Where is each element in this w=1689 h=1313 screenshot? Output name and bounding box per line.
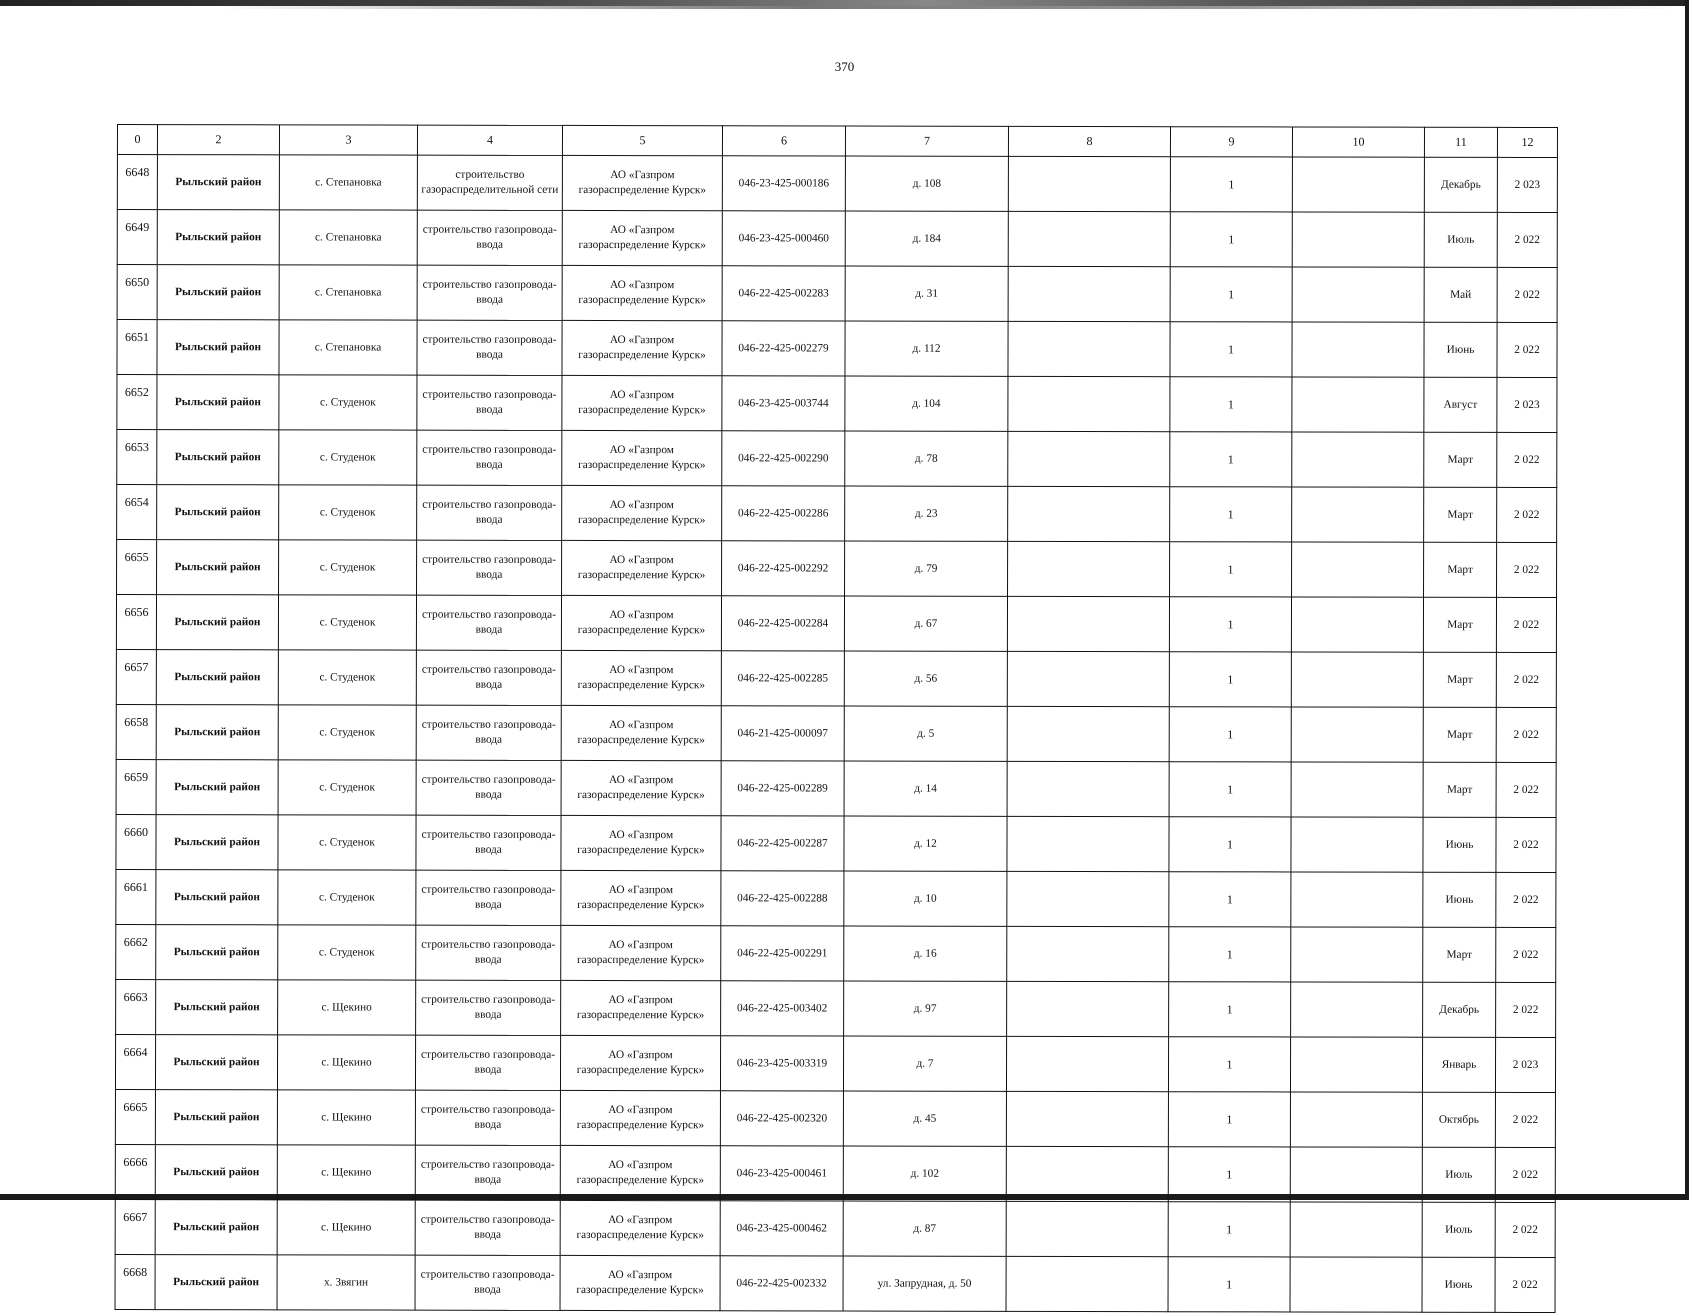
column-8-cell	[1006, 1036, 1168, 1091]
quantity-cell: 1	[1170, 542, 1292, 597]
registration-number-cell: 046-22-425-002289	[721, 761, 844, 816]
quantity-cell: 1	[1168, 1257, 1290, 1312]
year-cell: 2 022	[1497, 267, 1557, 322]
work-type-cell: строительство газопровода-ввода	[417, 540, 562, 595]
row-number-cell: 6665	[115, 1089, 155, 1144]
month-cell: Январь	[1422, 1037, 1495, 1092]
column-10-cell	[1290, 1147, 1422, 1202]
address-cell: д. 7	[843, 1036, 1006, 1091]
column-8-cell	[1007, 706, 1169, 761]
year-cell: 2 023	[1497, 377, 1557, 432]
address-cell: д. 45	[843, 1091, 1006, 1146]
quantity-cell: 1	[1169, 817, 1291, 872]
registration-number-cell: 046-22-425-002292	[722, 541, 845, 596]
settlement-cell: с. Студенок	[278, 705, 416, 760]
address-cell: д. 78	[845, 431, 1008, 486]
column-10-cell	[1290, 1257, 1422, 1312]
settlement-cell: с. Степановка	[279, 210, 417, 265]
address-cell: д. 5	[844, 706, 1007, 761]
column-8-cell	[1008, 211, 1170, 266]
organization-cell: АО «Газпром газораспределение Курск»	[562, 375, 722, 430]
organization-cell: АО «Газпром газораспределение Курск»	[561, 650, 721, 705]
table-row	[116, 649, 1556, 707]
scan-border-top-shadow	[220, 6, 1680, 9]
settlement-cell: с. Студенок	[279, 375, 417, 430]
column-header: 11	[1424, 127, 1497, 157]
quantity-cell: 1	[1169, 762, 1291, 817]
organization-cell: АО «Газпром газораспределение Курск»	[560, 1090, 720, 1145]
district-cell: Рыльский район	[157, 430, 279, 485]
registration-number-cell: 046-23-425-003744	[722, 376, 845, 431]
table-row	[117, 265, 1557, 323]
column-10-cell	[1291, 817, 1423, 872]
column-10-cell	[1291, 707, 1423, 762]
column-8-cell	[1006, 1201, 1168, 1256]
row-number-cell: 6653	[117, 430, 157, 485]
address-cell: д. 97	[844, 981, 1007, 1036]
registration-number-cell: 046-22-425-002285	[721, 651, 844, 706]
column-8-cell	[1006, 1256, 1168, 1311]
table-row	[116, 759, 1556, 817]
organization-cell: АО «Газпром газораспределение Курск»	[561, 760, 721, 815]
column-header: 12	[1497, 127, 1557, 157]
registration-number-cell: 046-22-425-002320	[720, 1091, 843, 1146]
month-cell: Август	[1424, 377, 1497, 432]
table-row	[117, 155, 1557, 213]
work-type-cell: строительство газопровода-ввода	[416, 705, 561, 760]
work-type-cell: строительство газопровода-ввода	[416, 760, 561, 815]
row-number-cell: 6658	[116, 704, 156, 759]
address-cell: д. 79	[845, 541, 1008, 596]
table-row	[116, 704, 1556, 762]
column-8-cell	[1008, 321, 1170, 376]
registration-number-cell: 046-22-425-002284	[721, 596, 844, 651]
quantity-cell: 1	[1170, 487, 1292, 542]
month-cell: Июль	[1422, 1202, 1495, 1257]
row-number-cell: 6655	[117, 540, 157, 595]
registration-number-cell: 046-22-425-002332	[720, 1256, 843, 1311]
organization-cell: АО «Газпром газораспределение Курск»	[561, 595, 721, 650]
organization-cell: АО «Газпром газораспределение Курск»	[562, 155, 722, 210]
district-cell: Рыльский район	[157, 485, 279, 540]
month-cell: Март	[1423, 762, 1496, 817]
year-cell: 2 022	[1495, 1202, 1555, 1257]
settlement-cell: с. Щекино	[277, 1035, 415, 1090]
year-cell: 2 022	[1496, 982, 1556, 1037]
quantity-cell: 1	[1170, 157, 1292, 212]
column-10-cell	[1292, 432, 1424, 487]
work-type-cell: строительство газопровода-ввода	[416, 815, 561, 870]
month-cell: Июль	[1422, 1147, 1495, 1202]
settlement-cell: с. Студенок	[278, 650, 416, 705]
table-row	[116, 869, 1556, 927]
year-cell: 2 022	[1496, 707, 1556, 762]
year-cell: 2 022	[1495, 1147, 1555, 1202]
address-cell: д. 16	[844, 926, 1007, 981]
table-header-row	[117, 125, 1557, 158]
column-8-cell	[1007, 981, 1169, 1036]
quantity-cell: 1	[1170, 212, 1292, 267]
organization-cell: АО «Газпром газораспределение Курск»	[561, 870, 721, 925]
column-header: 2	[157, 125, 279, 155]
year-cell: 2 022	[1496, 762, 1556, 817]
organization-cell: АО «Газпром газораспределение Курск»	[562, 320, 722, 375]
table-row	[115, 1089, 1555, 1147]
quantity-cell: 1	[1170, 377, 1292, 432]
work-type-cell: строительство газопровода-ввода	[416, 870, 561, 925]
quantity-cell: 1	[1168, 1202, 1290, 1257]
month-cell: Декабрь	[1424, 157, 1497, 212]
month-cell: Июнь	[1423, 872, 1496, 927]
organization-cell: АО «Газпром газораспределение Курск»	[562, 430, 722, 485]
address-cell: д. 108	[845, 156, 1008, 211]
district-cell: Рыльский район	[155, 1255, 277, 1310]
year-cell: 2 022	[1497, 487, 1557, 542]
column-header: 0	[117, 125, 157, 155]
column-header: 3	[279, 125, 417, 155]
column-8-cell	[1008, 431, 1170, 486]
table-body	[115, 155, 1557, 1313]
column-header: 10	[1292, 127, 1424, 157]
organization-cell: АО «Газпром газораспределение Курск»	[562, 210, 722, 265]
address-cell: д. 12	[844, 816, 1007, 871]
registration-number-cell: 046-22-425-002287	[721, 816, 844, 871]
column-8-cell	[1007, 651, 1169, 706]
table-row	[117, 540, 1557, 598]
district-cell: Рыльский район	[157, 210, 279, 265]
registration-number-cell: 046-22-425-003402	[721, 981, 844, 1036]
column-10-cell	[1290, 1092, 1422, 1147]
registration-number-cell: 046-22-425-002290	[722, 431, 845, 486]
registration-number-cell: 046-22-425-002279	[722, 321, 845, 376]
column-header: 8	[1008, 126, 1170, 156]
settlement-cell: с. Студенок	[278, 595, 416, 650]
column-8-cell	[1006, 1146, 1168, 1201]
settlement-cell: с. Студенок	[278, 760, 416, 815]
month-cell: Март	[1424, 542, 1497, 597]
month-cell: Март	[1423, 597, 1496, 652]
year-cell: 2 022	[1497, 432, 1557, 487]
address-cell: д. 67	[844, 596, 1007, 651]
work-type-cell: строительство газопровода-ввода	[416, 925, 561, 980]
column-8-cell	[1007, 596, 1169, 651]
table-row	[117, 430, 1557, 488]
settlement-cell: с. Щекино	[277, 1090, 415, 1145]
district-cell: Рыльский район	[156, 870, 278, 925]
column-8-cell	[1007, 871, 1169, 926]
column-10-cell	[1291, 927, 1423, 982]
row-number-cell: 6657	[116, 649, 156, 704]
address-cell: д. 31	[845, 266, 1008, 321]
work-type-cell: строительство газопровода-ввода	[415, 1200, 560, 1255]
column-10-cell	[1292, 212, 1424, 267]
registration-number-cell: 046-22-425-002286	[722, 486, 845, 541]
row-number-cell: 6656	[116, 595, 156, 650]
organization-cell: АО «Газпром газораспределение Курск»	[562, 540, 722, 595]
work-type-cell: строительство газопровода-ввода	[417, 265, 562, 320]
table-row	[115, 1199, 1555, 1257]
month-cell: Март	[1423, 652, 1496, 707]
registration-number-cell: 046-23-425-000186	[722, 156, 845, 211]
column-10-cell	[1292, 487, 1424, 542]
row-number-cell: 6667	[115, 1199, 155, 1254]
month-cell: Июнь	[1423, 817, 1496, 872]
address-cell: д. 112	[845, 321, 1008, 376]
organization-cell: АО «Газпром газораспределение Курск»	[561, 815, 721, 870]
column-10-cell	[1291, 982, 1423, 1037]
quantity-cell: 1	[1168, 1092, 1290, 1147]
settlement-cell: с. Студенок	[278, 925, 416, 980]
district-cell: Рыльский район	[157, 265, 279, 320]
work-type-cell: строительство газопровода-ввода	[415, 1255, 560, 1310]
quantity-cell: 1	[1169, 652, 1291, 707]
district-cell: Рыльский район	[157, 320, 279, 375]
settlement-cell: с. Щекино	[277, 1145, 415, 1200]
column-8-cell	[1008, 376, 1170, 431]
settlement-cell: х. Звягин	[277, 1255, 415, 1310]
row-number-cell: 6668	[115, 1254, 155, 1309]
column-10-cell	[1291, 872, 1423, 927]
address-cell: д. 23	[845, 486, 1008, 541]
district-cell: Рыльский район	[157, 375, 279, 430]
organization-cell: АО «Газпром газораспределение Курск»	[561, 980, 721, 1035]
month-cell: Март	[1424, 432, 1497, 487]
column-8-cell	[1008, 156, 1170, 211]
column-10-cell	[1291, 597, 1423, 652]
column-10-cell	[1292, 157, 1424, 212]
row-number-cell: 6651	[117, 320, 157, 375]
table-row	[117, 485, 1557, 543]
address-cell: д. 102	[843, 1146, 1006, 1201]
column-header: 9	[1170, 127, 1292, 157]
table-row	[117, 320, 1557, 378]
table-row	[116, 924, 1556, 982]
settlement-cell: с. Щекино	[278, 980, 416, 1035]
district-cell: Рыльский район	[155, 1145, 277, 1200]
table-row	[116, 595, 1556, 653]
row-number-cell: 6664	[115, 1034, 155, 1089]
table-row	[115, 1254, 1555, 1312]
table-row	[117, 375, 1557, 433]
settlement-cell: с. Студенок	[279, 485, 417, 540]
registration-number-cell: 046-23-425-000462	[720, 1201, 843, 1256]
registration-number-cell: 046-23-425-000461	[720, 1146, 843, 1201]
table-row	[117, 210, 1557, 268]
settlement-cell: с. Студенок	[279, 540, 417, 595]
column-8-cell	[1008, 266, 1170, 321]
row-number-cell: 6648	[117, 155, 157, 210]
district-cell: Рыльский район	[155, 1200, 277, 1255]
row-number-cell: 6662	[116, 924, 156, 979]
row-number-cell: 6661	[116, 869, 156, 924]
scan-border-right	[1685, 0, 1689, 1200]
column-8-cell	[1006, 1091, 1168, 1146]
quantity-cell: 1	[1169, 982, 1291, 1037]
year-cell: 2 022	[1496, 652, 1556, 707]
district-cell: Рыльский район	[155, 1090, 277, 1145]
district-cell: Рыльский район	[155, 1035, 277, 1090]
year-cell: 2 022	[1497, 322, 1557, 377]
column-8-cell	[1007, 816, 1169, 871]
column-header: 5	[562, 125, 722, 155]
quantity-cell: 1	[1170, 267, 1292, 322]
registration-number-cell: 046-23-425-000460	[722, 211, 845, 266]
column-8-cell	[1008, 486, 1170, 541]
settlement-cell: с. Студенок	[279, 430, 417, 485]
quantity-cell: 1	[1169, 927, 1291, 982]
table-row	[116, 979, 1556, 1037]
work-type-cell: строительство газораспределительной сети	[417, 155, 562, 210]
quantity-cell: 1	[1169, 872, 1291, 927]
organization-cell: АО «Газпром газораспределение Курск»	[561, 705, 721, 760]
month-cell: Июнь	[1422, 1257, 1495, 1312]
column-10-cell	[1290, 1202, 1422, 1257]
month-cell: Июнь	[1424, 322, 1497, 377]
quantity-cell: 1	[1169, 597, 1291, 652]
address-cell: д. 184	[845, 211, 1008, 266]
year-cell: 2 022	[1495, 1257, 1555, 1312]
year-cell: 2 022	[1496, 817, 1556, 872]
column-10-cell	[1290, 1037, 1422, 1092]
settlement-cell: с. Студенок	[278, 870, 416, 925]
column-10-cell	[1292, 267, 1424, 322]
column-10-cell	[1291, 762, 1423, 817]
organization-cell: АО «Газпром газораспределение Курск»	[562, 485, 722, 540]
row-number-cell: 6660	[116, 814, 156, 869]
column-10-cell	[1292, 542, 1424, 597]
district-cell: Рыльский район	[156, 815, 278, 870]
registration-number-cell: 046-23-425-003319	[720, 1036, 843, 1091]
column-header: 6	[722, 126, 845, 156]
address-cell: д. 56	[844, 651, 1007, 706]
month-cell: Март	[1423, 927, 1496, 982]
year-cell: 2 022	[1495, 1092, 1555, 1147]
settlement-cell: с. Степановка	[279, 265, 417, 320]
address-cell: д. 10	[844, 871, 1007, 926]
work-type-cell: строительство газопровода-ввода	[417, 430, 562, 485]
month-cell: Март	[1423, 707, 1496, 762]
row-number-cell: 6666	[115, 1144, 155, 1199]
organization-cell: АО «Газпром газораспределение Курск»	[560, 1145, 720, 1200]
row-number-cell: 6659	[116, 759, 156, 814]
row-number-cell: 6663	[116, 979, 156, 1034]
address-cell: д. 104	[845, 376, 1008, 431]
gasification-register-table	[115, 124, 1558, 1313]
work-type-cell: строительство газопровода-ввода	[417, 210, 562, 265]
month-cell: Июль	[1424, 212, 1497, 267]
settlement-cell: с. Студенок	[278, 815, 416, 870]
district-cell: Рыльский район	[156, 980, 278, 1035]
work-type-cell: строительство газопровода-ввода	[417, 320, 562, 375]
district-cell: Рыльский район	[157, 540, 279, 595]
month-cell: Май	[1424, 267, 1497, 322]
month-cell: Октябрь	[1422, 1092, 1495, 1147]
year-cell: 2 023	[1497, 157, 1557, 212]
row-number-cell: 6650	[117, 265, 157, 320]
quantity-cell: 1	[1168, 1037, 1290, 1092]
row-number-cell: 6654	[117, 485, 157, 540]
year-cell: 2 022	[1496, 927, 1556, 982]
column-10-cell	[1292, 322, 1424, 377]
district-cell: Рыльский район	[156, 925, 278, 980]
column-8-cell	[1007, 761, 1169, 816]
work-type-cell: строительство газопровода-ввода	[415, 1090, 560, 1145]
year-cell: 2 022	[1497, 542, 1557, 597]
column-header: 4	[417, 125, 562, 155]
registration-number-cell: 046-21-425-000097	[721, 706, 844, 761]
work-type-cell: строительство газопровода-ввода	[416, 650, 561, 705]
district-cell: Рыльский район	[157, 155, 279, 210]
settlement-cell: с. Степановка	[279, 155, 417, 210]
work-type-cell: строительство газопровода-ввода	[415, 1035, 560, 1090]
registration-number-cell: 046-22-425-002291	[721, 926, 844, 981]
quantity-cell: 1	[1170, 432, 1292, 487]
organization-cell: АО «Газпром газораспределение Курск»	[562, 265, 722, 320]
column-8-cell	[1007, 926, 1169, 981]
page-number: 370	[834, 59, 855, 74]
table-row	[116, 814, 1556, 872]
row-number-cell: 6649	[117, 210, 157, 265]
address-cell: ул. Запрудная, д. 50	[843, 1256, 1006, 1311]
registration-number-cell: 046-22-425-002288	[721, 871, 844, 926]
organization-cell: АО «Газпром газораспределение Курск»	[561, 925, 721, 980]
settlement-cell: с. Щекино	[277, 1200, 415, 1255]
quantity-cell: 1	[1169, 707, 1291, 762]
work-type-cell: строительство газопровода-ввода	[417, 485, 562, 540]
district-cell: Рыльский район	[156, 760, 278, 815]
year-cell: 2 022	[1497, 212, 1557, 267]
column-header: 7	[845, 126, 1008, 156]
row-number-cell: 6652	[117, 375, 157, 430]
organization-cell: АО «Газпром газораспределение Курск»	[560, 1200, 720, 1255]
quantity-cell: 1	[1170, 322, 1292, 377]
year-cell: 2 023	[1495, 1037, 1555, 1092]
organization-cell: АО «Газпром газораспределение Курск»	[560, 1035, 720, 1090]
quantity-cell: 1	[1168, 1147, 1290, 1202]
work-type-cell: строительство газопровода-ввода	[417, 375, 562, 430]
year-cell: 2 022	[1496, 872, 1556, 927]
work-type-cell: строительство газопровода-ввода	[415, 1145, 560, 1200]
column-8-cell	[1008, 541, 1170, 596]
month-cell: Март	[1424, 487, 1497, 542]
column-10-cell	[1291, 652, 1423, 707]
registration-number-cell: 046-22-425-002283	[722, 266, 845, 321]
column-10-cell	[1292, 377, 1424, 432]
work-type-cell: строительство газопровода-ввода	[416, 595, 561, 650]
table-row	[115, 1034, 1555, 1092]
table-row	[115, 1144, 1555, 1202]
address-cell: д. 14	[844, 761, 1007, 816]
organization-cell: АО «Газпром газораспределение Курск»	[560, 1255, 720, 1310]
district-cell: Рыльский район	[156, 650, 278, 705]
settlement-cell: с. Степановка	[279, 320, 417, 375]
address-cell: д. 87	[843, 1201, 1006, 1256]
year-cell: 2 022	[1496, 597, 1556, 652]
work-type-cell: строительство газопровода-ввода	[416, 980, 561, 1035]
month-cell: Декабрь	[1423, 982, 1496, 1037]
district-cell: Рыльский район	[156, 705, 278, 760]
district-cell: Рыльский район	[156, 595, 278, 650]
